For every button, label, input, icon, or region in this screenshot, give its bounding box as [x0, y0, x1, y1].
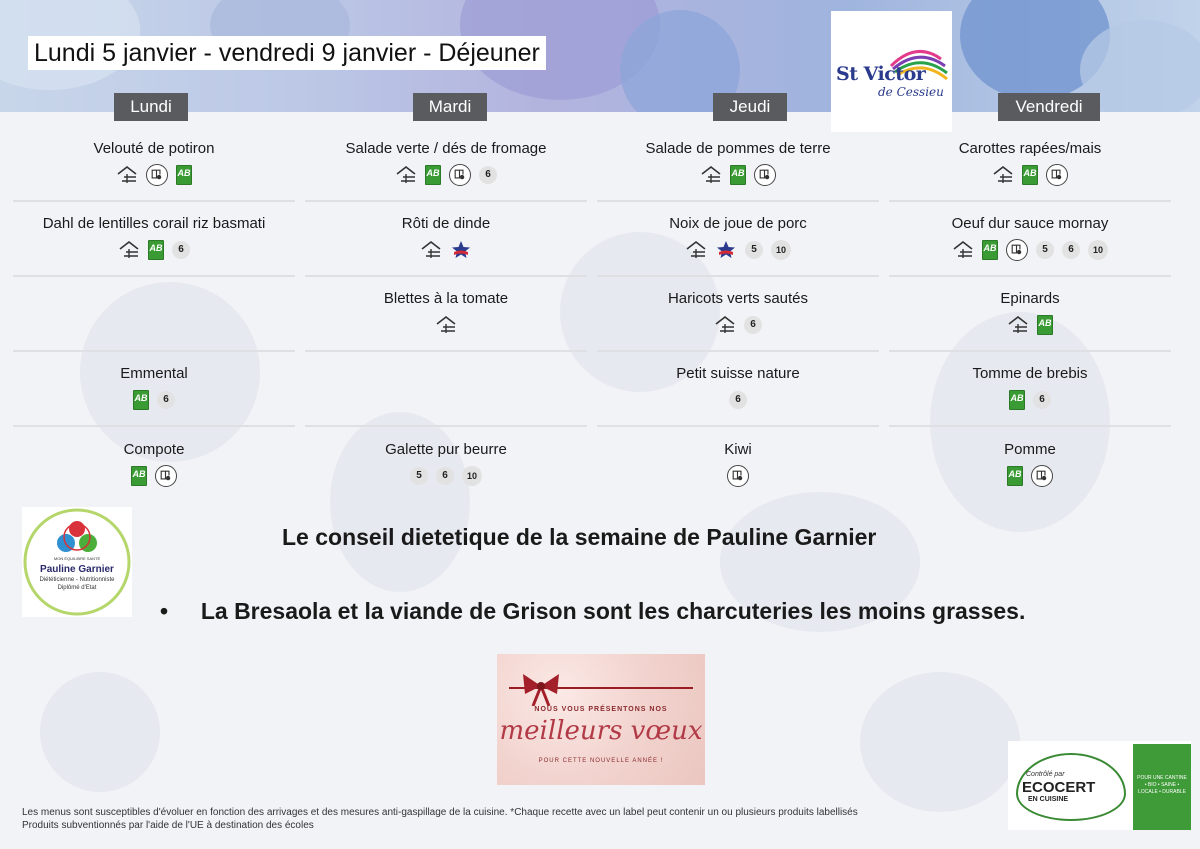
day-header-vendredi: Vendredi [998, 93, 1100, 121]
row-separator [305, 200, 587, 202]
origine-icon [449, 164, 471, 186]
menu-cell-vendredi [890, 357, 1170, 432]
bow-icon [517, 664, 565, 706]
label-icons [14, 389, 294, 411]
fait-maison-icon [116, 165, 138, 185]
row-separator [889, 350, 1171, 352]
dish-name: Oeuf dur sauce mornay [951, 215, 1109, 232]
day-header-jeudi: Jeudi [713, 93, 787, 121]
ecocert-line2: ECOCERT [1022, 779, 1096, 796]
ecocert-side-text: POUR UNE CANTINE • BIO • SAINE • LOCALE • DURABLE [1137, 775, 1187, 795]
allergen-badge: 10 [1088, 240, 1108, 260]
dish-name: Galette pur beurre [385, 441, 507, 458]
greeting-main: meilleurs vœux [499, 716, 703, 746]
volaille-francaise-icon [715, 240, 737, 260]
fait-maison-icon [685, 240, 707, 260]
menu-cell-lundi [14, 132, 294, 207]
nutritionist-logo [22, 507, 132, 617]
allergen-badge: 10 [771, 240, 791, 260]
dish-name: Salade verte / dés de fromage [345, 140, 547, 157]
menu-cell-jeudi [598, 433, 878, 508]
nutritionist-tagline: MON ÉQUILIBRE SANTÉ [53, 556, 101, 561]
allergen-badge: 5 [1036, 241, 1054, 259]
label-icons [14, 239, 294, 261]
dish-name: Carottes rapées/mais [958, 140, 1102, 157]
dish-name: Dahl de lentilles corail riz basmati [42, 215, 266, 232]
row-separator [13, 425, 295, 427]
dish-name: Salade de pommes de terre [645, 140, 831, 157]
fait-maison-icon [992, 165, 1014, 185]
ecocert-line1: Contrôlé par [1026, 771, 1065, 778]
origine-icon [155, 465, 177, 487]
origine-icon [1046, 164, 1068, 186]
row-separator [305, 350, 587, 352]
ecocert-line3: EN CUISINE [1028, 796, 1069, 803]
ecocert-logo [1008, 741, 1191, 830]
row-separator [13, 350, 295, 352]
row-separator [305, 425, 587, 427]
origine-icon [1006, 239, 1028, 261]
allergen-badge: 5 [410, 467, 428, 485]
row-separator [597, 200, 879, 202]
dish-name: Blettes à la tomate [383, 290, 509, 307]
allergen-badge: 5 [745, 241, 763, 259]
page-title: Lundi 5 janvier - vendredi 9 janvier - Déjeuner [28, 36, 546, 70]
fait-maison-icon [395, 165, 417, 185]
nutritionist-name: Pauline Garnier [40, 564, 114, 575]
bio-icon: AB [1009, 390, 1025, 410]
footer-line1: Les menus sont susceptibles d'évoluer en fonction des arrivages et des mesures anti-gaspillage de la cuisine. *Chaque recette avec un label peut contenir un ou plusieurs produits labellisés [22, 807, 858, 818]
bio-icon: AB [148, 240, 164, 260]
label-icons [598, 465, 878, 487]
bio-icon: AB [133, 390, 149, 410]
label-icons [14, 290, 294, 312]
origine-icon [146, 164, 168, 186]
menu-cell-jeudi [598, 207, 878, 282]
logo-text: St Victor [836, 63, 926, 85]
fait-maison-icon [700, 165, 722, 185]
fait-maison-icon [435, 315, 457, 335]
menu-cell-mardi [306, 207, 586, 282]
fait-maison-icon [420, 240, 442, 260]
nutritionist-diploma: Diplômé d'Etat [57, 585, 97, 591]
dish-name: Rôti de dinde [401, 215, 491, 232]
bio-icon: AB [425, 165, 441, 185]
label-icons [306, 465, 586, 487]
day-header-mardi: Mardi [413, 93, 487, 121]
greeting-card [497, 654, 705, 785]
row-separator [889, 200, 1171, 202]
label-icons [598, 314, 878, 336]
origine-icon [727, 465, 749, 487]
dish-name: Compote [123, 441, 185, 458]
logo-subtext: de Cessieu [878, 85, 944, 99]
label-icons [306, 239, 586, 261]
fait-maison-icon [1007, 315, 1029, 335]
menu-cell-jeudi [598, 132, 878, 207]
menu-cell-lundi [14, 207, 294, 282]
menu-cell-lundi [14, 357, 294, 432]
label-icons [598, 389, 878, 411]
footer-line2: Produits subventionnés par l'aide de l'UE à destination des écoles [22, 820, 314, 831]
row-separator [597, 275, 879, 277]
allergen-badge: 6 [744, 316, 762, 334]
label-icons [14, 164, 294, 186]
menu-cell-lundi [14, 282, 294, 357]
fait-maison-icon [952, 240, 974, 260]
dish-name: Epinards [1000, 290, 1060, 307]
bio-icon: AB [1022, 165, 1038, 185]
menu-cell-vendredi [890, 207, 1170, 282]
conseil-title: Le conseil dietetique de la semaine de Pauline Garnier [282, 524, 877, 550]
dish-name: Tomme de brebis [972, 365, 1088, 382]
menu-cell-mardi [306, 433, 586, 508]
label-icons [306, 365, 586, 387]
origine-icon [754, 164, 776, 186]
dish-name: Noix de joue de porc [669, 215, 807, 232]
menu-cell-mardi [306, 132, 586, 207]
bio-icon: AB [1037, 315, 1053, 335]
bio-icon: AB [131, 466, 147, 486]
row-separator [13, 275, 295, 277]
menu-cell-mardi [306, 282, 586, 357]
row-separator [13, 200, 295, 202]
fait-maison-icon [118, 240, 140, 260]
nutritionist-role: Diététicienne - Nutritionniste [39, 577, 115, 583]
label-icons [14, 465, 294, 487]
row-separator [889, 275, 1171, 277]
bio-icon: AB [1007, 466, 1023, 486]
label-icons [598, 239, 878, 261]
greeting-line3: POUR CETTE NOUVELLE ANNÉE ! [538, 758, 664, 764]
day-header-lundi: Lundi [114, 93, 188, 121]
bio-icon: AB [982, 240, 998, 260]
label-icons [890, 389, 1170, 411]
menu-cell-jeudi [598, 282, 878, 357]
menu-cell-vendredi [890, 433, 1170, 508]
label-icons [890, 164, 1170, 186]
allergen-badge: 6 [157, 391, 175, 409]
dish-name: Haricots verts sautés [667, 290, 809, 307]
label-icons [598, 164, 878, 186]
conseil-body: La Bresaola et la viande de Grison sont les charcuteries les moins grasses. [200, 598, 1026, 624]
menu-cell-vendredi [890, 282, 1170, 357]
row-separator [305, 275, 587, 277]
allergen-badge: 6 [479, 166, 497, 184]
menu-cell-lundi [14, 433, 294, 508]
allergen-badge: 6 [1033, 391, 1051, 409]
label-icons [306, 314, 586, 336]
row-separator [889, 425, 1171, 427]
bullet: • [160, 598, 169, 624]
dish-name: Petit suisse nature [676, 365, 800, 382]
allergen-badge: 6 [172, 241, 190, 259]
dish-name: Velouté de potiron [93, 140, 215, 157]
bio-icon: AB [176, 165, 192, 185]
menu-cell-vendredi [890, 132, 1170, 207]
dish-name: Kiwi [724, 441, 752, 458]
menu-cell-jeudi [598, 357, 878, 432]
dish-name: Emmental [120, 365, 188, 382]
footer [22, 806, 858, 832]
greeting-line1: NOUS VOUS PRÉSENTONS NOS [534, 706, 668, 713]
bio-icon: AB [730, 165, 746, 185]
conseil-text [160, 598, 1025, 625]
row-separator [597, 425, 879, 427]
row-separator [597, 350, 879, 352]
volaille-francaise-icon [450, 240, 472, 260]
dish-name: Pomme [1004, 441, 1056, 458]
label-icons [890, 239, 1170, 261]
allergen-badge: 6 [729, 391, 747, 409]
allergen-badge: 10 [462, 466, 482, 486]
st-victor-logo [831, 11, 952, 132]
origine-icon [1031, 465, 1053, 487]
label-icons [890, 465, 1170, 487]
allergen-badge: 6 [1062, 241, 1080, 259]
allergen-badge: 6 [436, 467, 454, 485]
menu-cell-mardi [306, 357, 586, 432]
fait-maison-icon [714, 315, 736, 335]
label-icons [890, 314, 1170, 336]
label-icons [306, 164, 586, 186]
